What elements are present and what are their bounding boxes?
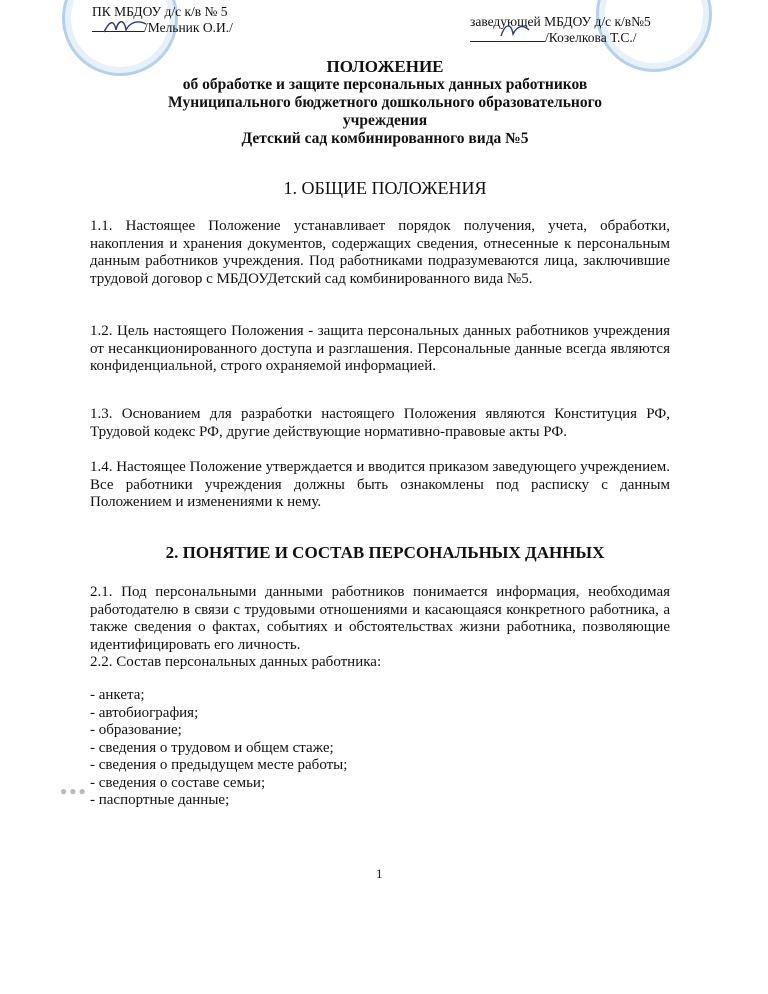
section-2-heading: 2. ПОНЯТИЕ И СОСТАВ ПЕРСОНАЛЬНЫХ ДАННЫХ xyxy=(165,543,605,562)
title-line2: об обработке и защите персональных данных работников xyxy=(182,76,588,93)
paragraph-2-1-text: 2.1. Под персональными данными работников понимается информация, необходимая работодателю в связи с трудовыми отношениями и касающаяся конкретного работника, а также сведения о фактах, событиях и обстоятельствах жизни работника, позволяющие идентифицировать его личность. xyxy=(90,584,670,653)
list-item: - сведения о предыдущем месте работы; xyxy=(90,757,348,773)
signature-right xyxy=(495,18,535,42)
section-1-heading: 1. ОБЩИЕ ПОЛОЖЕНИЯ xyxy=(283,178,487,198)
title-line4: учреждения xyxy=(342,112,428,129)
signature-left xyxy=(100,16,150,38)
paragraph-1-2: 1.2. Цель настоящего Положения - защита персональных данных работников учреждения от несанкционированного доступа и разглашения. Персональные данные всегда являются конфиденциальной, строго охраняемой информацией. xyxy=(90,323,670,374)
paragraph-2-2-text: 2.2. Состав персональных данных работника: xyxy=(90,654,382,670)
approval-right-name: /Козелкова Т.С./ xyxy=(545,30,637,45)
approval-left-name: /Мельник О.И./ xyxy=(144,20,233,35)
title-line3: Муниципального бюджетного дошкольного образовательного xyxy=(168,94,602,111)
personal-data-list xyxy=(90,687,670,810)
approval-left-line1: ПК МБДОУ д/с к/в № 5 xyxy=(92,4,228,19)
title-main: ПОЛОЖЕНИЕ xyxy=(326,57,444,76)
list-item: - сведения о составе семьи; xyxy=(90,774,266,791)
page-number: 1 xyxy=(376,866,383,881)
list-item: - образование; xyxy=(90,722,182,738)
scan-artifact: ●●● xyxy=(60,784,88,798)
list-item: - сведения о трудовом и общем стаже; xyxy=(90,739,334,756)
paragraph-2-1 xyxy=(90,584,670,672)
list-item: - автобиография; xyxy=(90,704,199,721)
paragraph-1-3: 1.3. Основанием для разработки настоящего Положения являются Конституция РФ, Трудовой кодекс РФ, другие действующие нормативно-правовые акты РФ. xyxy=(90,406,670,440)
paragraph-1-1: 1.1. Настоящее Положение устанавливает порядок получения, учета, обработки, накопления и хранения документов, содержащих сведения, отнесенные к персональным данным работников учреждения. Под работниками подразумеваются лица, заключившие трудовой договор с МБДОУДетский сад комбинированного вида №5. xyxy=(90,218,670,287)
list-item: - анкета; xyxy=(90,687,145,703)
title-line5: Детский сад комбинированного вида №5 xyxy=(241,130,529,147)
list-item: - паспортные данные; xyxy=(90,792,230,808)
document-title xyxy=(120,58,650,148)
paragraph-1-4: 1.4. Настоящее Положение утверждается и вводится приказом заведующего учреждением. Все работники учреждения должны быть ознакомлены под расписку с данным Положением и изменениями к нему. xyxy=(90,459,670,510)
approval-right-line1: заведующей МБДОУ д/с к/в№5 xyxy=(470,14,651,29)
